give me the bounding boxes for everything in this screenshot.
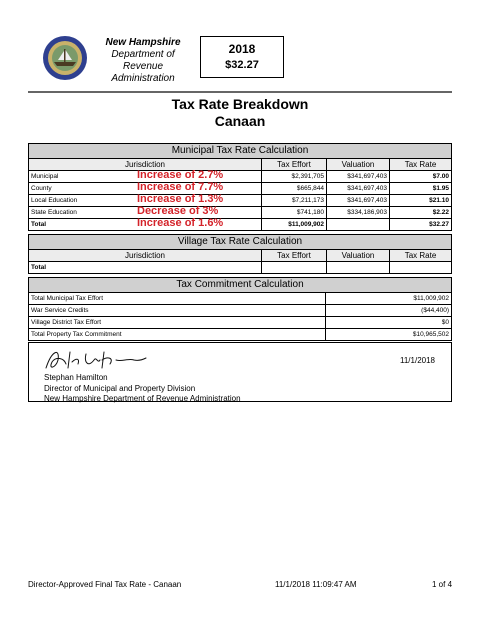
tax-effort-value: $2,391,705 <box>261 171 326 182</box>
commitment-value: $10,965,502 <box>325 329 451 340</box>
tax-effort-value: $665,844 <box>261 183 326 194</box>
valuation-value <box>326 219 389 230</box>
jurisdiction-name: Total <box>31 221 47 228</box>
tax-rate-value: $21.10 <box>389 195 451 206</box>
table-row <box>29 293 451 305</box>
commitment-value: $0 <box>325 317 451 328</box>
agency-line-2: Department of <box>111 49 175 60</box>
change-annotation: Increase of 1.6% <box>137 217 224 229</box>
jurisdiction-name: Local Education <box>31 197 78 204</box>
tax-rate-value <box>389 262 451 273</box>
table-row <box>29 305 451 317</box>
valuation-value: $334,186,903 <box>326 207 389 218</box>
municipal-column-headers <box>29 159 451 171</box>
tax-effort-value: $11,009,902 <box>261 219 326 230</box>
table-row <box>29 171 451 183</box>
col-tax-effort: Tax Effort <box>261 250 326 261</box>
col-valuation: Valuation <box>326 250 389 261</box>
table-row <box>29 317 451 329</box>
signatory-department: New Hampshire Department of Revenue Administration <box>44 394 241 403</box>
jurisdiction-name: State Education <box>31 209 77 216</box>
total-label: Total <box>31 264 47 271</box>
footer-document-title: Director-Approved Final Tax Rate - Canaan <box>28 580 182 589</box>
footer-timestamp: 11/1/2018 11:09:47 AM <box>275 580 357 589</box>
agency-line-4: Administration <box>111 73 175 84</box>
change-annotation: Increase of 1.3% <box>137 193 224 205</box>
valuation-value: $341,697,403 <box>326 183 389 194</box>
total-row <box>29 219 451 230</box>
change-annotation: Increase of 2.7% <box>137 169 224 181</box>
commitment-table-heading: Tax Commitment Calculation <box>29 278 451 293</box>
table-row <box>29 195 451 207</box>
tax-rate-value: $1.95 <box>389 183 451 194</box>
town-name: Canaan <box>214 113 266 129</box>
jurisdiction-name: Municipal <box>31 173 59 180</box>
tax-commitment-table <box>28 277 452 341</box>
signature-date: 11/1/2018 <box>400 356 435 365</box>
handwritten-signature <box>42 346 152 374</box>
header-divider <box>28 91 452 93</box>
col-valuation: Valuation <box>326 159 389 170</box>
page-title: Tax Rate Breakdown <box>171 96 309 112</box>
tax-effort-value <box>261 262 326 273</box>
col-jurisdiction: Jurisdiction <box>124 251 165 260</box>
col-tax-effort: Tax Effort <box>261 159 326 170</box>
total-tax-rate: $32.27 <box>225 59 259 71</box>
total-row <box>29 262 451 273</box>
village-tax-rate-table <box>28 234 452 274</box>
valuation-value: $341,697,403 <box>326 195 389 206</box>
agency-line-1: New Hampshire <box>105 37 181 48</box>
commitment-label: Total Property Tax Commitment <box>31 331 122 338</box>
municipal-tax-rate-table <box>28 143 452 231</box>
col-tax-rate: Tax Rate <box>389 250 451 261</box>
tax-effort-value: $7,211,173 <box>261 195 326 206</box>
valuation-value <box>326 262 389 273</box>
commitment-value: $11,009,902 <box>325 293 451 304</box>
nh-state-seal <box>42 35 88 81</box>
tax-effort-value: $741,180 <box>261 207 326 218</box>
col-jurisdiction: Jurisdiction <box>124 160 165 169</box>
table-row <box>29 183 451 195</box>
commitment-value: ($44,400) <box>325 305 451 316</box>
tax-rate-value: $2.22 <box>389 207 451 218</box>
commitment-label: War Service Credits <box>31 307 89 314</box>
table-row <box>29 329 451 340</box>
signatory-position: Director of Municipal and Property Division <box>44 383 196 393</box>
agency-line-3: Revenue <box>122 61 164 72</box>
agency-name <box>98 37 188 85</box>
tax-year: 2018 <box>228 42 256 56</box>
jurisdiction-name: County <box>31 185 52 192</box>
signatory <box>44 373 241 405</box>
municipal-table-heading: Municipal Tax Rate Calculation <box>29 144 451 159</box>
commitment-label: Village District Tax Effort <box>31 319 102 326</box>
tax-rate-value: $7.00 <box>389 171 451 182</box>
signatory-name: Stephan Hamilton <box>44 373 108 382</box>
village-table-heading: Village Tax Rate Calculation <box>29 235 451 250</box>
table-row <box>29 207 451 219</box>
commitment-label: Total Municipal Tax Effort <box>31 295 104 302</box>
change-annotation: Increase of 7.7% <box>137 181 224 193</box>
tax-rate-value: $32.27 <box>389 219 451 230</box>
valuation-value: $341,697,403 <box>326 171 389 182</box>
col-tax-rate: Tax Rate <box>389 159 451 170</box>
footer-page-number: 1 of 4 <box>432 580 453 589</box>
change-annotation: Decrease of 3% <box>137 205 219 217</box>
rate-summary-box <box>200 36 284 78</box>
village-column-headers <box>29 250 451 262</box>
